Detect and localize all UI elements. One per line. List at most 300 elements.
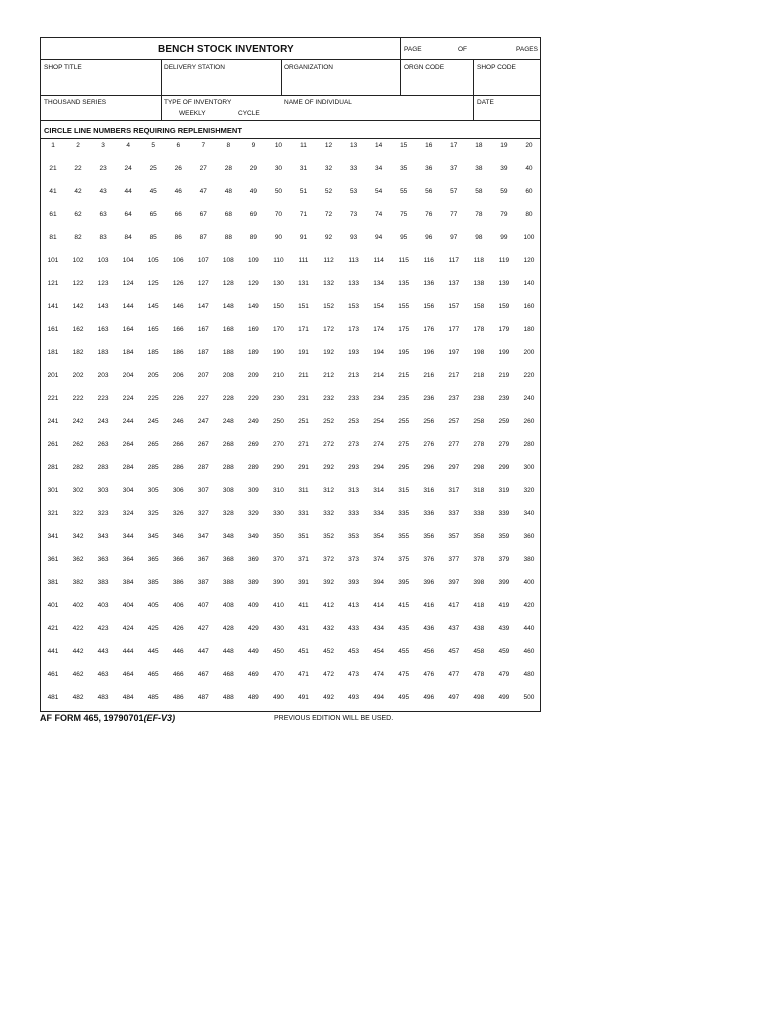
line-number-495[interactable]: 495 — [398, 694, 410, 701]
line-number-382[interactable]: 382 — [72, 579, 84, 586]
line-number-21[interactable]: 21 — [49, 165, 57, 172]
line-number-204[interactable]: 204 — [122, 372, 134, 379]
line-number-207[interactable]: 207 — [197, 372, 209, 379]
line-number-208[interactable]: 208 — [222, 372, 234, 379]
line-number-109[interactable]: 109 — [247, 257, 259, 264]
line-number-118[interactable]: 118 — [473, 257, 485, 264]
line-number-261[interactable]: 261 — [47, 441, 59, 448]
line-number-404[interactable]: 404 — [122, 602, 134, 609]
line-number-473[interactable]: 473 — [348, 671, 360, 678]
line-number-383[interactable]: 383 — [97, 579, 109, 586]
line-number-289[interactable]: 289 — [247, 464, 259, 471]
line-number-146[interactable]: 146 — [172, 303, 184, 310]
line-number-223[interactable]: 223 — [97, 395, 109, 402]
line-number-215[interactable]: 215 — [398, 372, 410, 379]
line-number-415[interactable]: 415 — [398, 602, 410, 609]
shop-title-field[interactable]: SHOP TITLE — [44, 64, 82, 71]
line-number-218[interactable]: 218 — [473, 372, 485, 379]
line-number-337[interactable]: 337 — [448, 510, 460, 517]
line-number-266[interactable]: 266 — [172, 441, 184, 448]
line-number-267[interactable]: 267 — [197, 441, 209, 448]
line-number-307[interactable]: 307 — [197, 487, 209, 494]
line-number-130[interactable]: 130 — [273, 280, 284, 287]
line-number-252[interactable]: 252 — [323, 418, 334, 425]
line-number-142[interactable]: 142 — [72, 303, 84, 310]
line-number-440[interactable]: 440 — [523, 625, 535, 632]
line-number-304[interactable]: 304 — [122, 487, 134, 494]
line-number-6[interactable]: 6 — [176, 142, 181, 149]
line-number-371[interactable]: 371 — [298, 556, 309, 563]
line-number-132[interactable]: 132 — [323, 280, 334, 287]
line-number-259[interactable]: 259 — [498, 418, 510, 425]
line-number-220[interactable]: 220 — [523, 372, 535, 379]
line-number-472[interactable]: 472 — [323, 671, 334, 678]
line-number-108[interactable]: 108 — [222, 257, 234, 264]
line-number-48[interactable]: 48 — [224, 188, 232, 195]
line-number-435[interactable]: 435 — [398, 625, 410, 632]
line-number-315[interactable]: 315 — [398, 487, 410, 494]
line-number-26[interactable]: 26 — [174, 165, 182, 172]
line-number-16[interactable]: 16 — [425, 142, 433, 149]
line-number-299[interactable]: 299 — [498, 464, 510, 471]
line-number-240[interactable]: 240 — [523, 395, 535, 402]
line-number-200[interactable]: 200 — [523, 349, 535, 356]
line-number-180[interactable]: 180 — [523, 326, 535, 333]
line-number-283[interactable]: 283 — [97, 464, 109, 471]
line-number-422[interactable]: 422 — [72, 625, 84, 632]
line-number-437[interactable]: 437 — [448, 625, 460, 632]
line-number-322[interactable]: 322 — [72, 510, 84, 517]
line-number-102[interactable]: 102 — [72, 257, 84, 264]
line-number-52[interactable]: 52 — [324, 188, 333, 195]
line-number-125[interactable]: 125 — [147, 280, 159, 287]
line-number-402[interactable]: 402 — [72, 602, 84, 609]
line-number-12[interactable]: 12 — [324, 142, 333, 149]
line-number-126[interactable]: 126 — [172, 280, 184, 287]
line-number-129[interactable]: 129 — [247, 280, 259, 287]
line-number-143[interactable]: 143 — [97, 303, 109, 310]
line-number-348[interactable]: 348 — [222, 533, 234, 540]
line-number-309[interactable]: 309 — [247, 487, 259, 494]
line-number-30[interactable]: 30 — [274, 165, 283, 172]
line-number-100[interactable]: 100 — [523, 234, 535, 241]
line-number-405[interactable]: 405 — [147, 602, 159, 609]
line-number-279[interactable]: 279 — [498, 441, 510, 448]
delivery-station-field[interactable]: DELIVERY STATION — [164, 64, 225, 71]
line-number-206[interactable]: 206 — [172, 372, 184, 379]
line-number-397[interactable]: 397 — [448, 579, 460, 586]
line-number-201[interactable]: 201 — [47, 372, 59, 379]
line-number-15[interactable]: 15 — [400, 142, 408, 149]
line-number-74[interactable]: 74 — [375, 211, 383, 218]
line-number-494[interactable]: 494 — [373, 694, 385, 701]
line-number-47[interactable]: 47 — [199, 188, 207, 195]
line-number-22[interactable]: 22 — [74, 165, 82, 172]
line-number-188[interactable]: 188 — [222, 349, 234, 356]
line-number-10[interactable]: 10 — [274, 142, 283, 149]
line-number-275[interactable]: 275 — [398, 441, 410, 448]
line-number-93[interactable]: 93 — [349, 234, 358, 241]
line-number-173[interactable]: 173 — [348, 326, 360, 333]
line-number-297[interactable]: 297 — [448, 464, 460, 471]
line-number-70[interactable]: 70 — [274, 211, 283, 218]
line-number-163[interactable]: 163 — [97, 326, 109, 333]
line-number-386[interactable]: 386 — [172, 579, 184, 586]
line-number-18[interactable]: 18 — [475, 142, 483, 149]
line-number-50[interactable]: 50 — [274, 188, 283, 195]
line-number-194[interactable]: 194 — [373, 349, 385, 356]
line-number-241[interactable]: 241 — [47, 418, 59, 425]
line-number-205[interactable]: 205 — [147, 372, 159, 379]
line-number-346[interactable]: 346 — [172, 533, 184, 540]
line-number-263[interactable]: 263 — [97, 441, 109, 448]
line-number-262[interactable]: 262 — [72, 441, 84, 448]
line-number-445[interactable]: 445 — [147, 648, 159, 655]
line-number-155[interactable]: 155 — [398, 303, 410, 310]
line-number-55[interactable]: 55 — [400, 188, 408, 195]
line-number-285[interactable]: 285 — [147, 464, 159, 471]
line-number-390[interactable]: 390 — [273, 579, 284, 586]
line-number-43[interactable]: 43 — [99, 188, 107, 195]
line-number-112[interactable]: 112 — [323, 257, 334, 264]
line-number-28[interactable]: 28 — [224, 165, 232, 172]
line-number-356[interactable]: 356 — [423, 533, 435, 540]
line-number-474[interactable]: 474 — [373, 671, 385, 678]
line-number-5[interactable]: 5 — [151, 142, 155, 149]
line-number-177[interactable]: 177 — [448, 326, 460, 333]
line-number-133[interactable]: 133 — [348, 280, 360, 287]
line-number-485[interactable]: 485 — [147, 694, 159, 701]
line-number-198[interactable]: 198 — [473, 349, 485, 356]
line-number-477[interactable]: 477 — [448, 671, 460, 678]
line-number-103[interactable]: 103 — [97, 257, 109, 264]
line-number-134[interactable]: 134 — [373, 280, 385, 287]
line-number-334[interactable]: 334 — [373, 510, 385, 517]
line-number-161[interactable]: 161 — [47, 326, 59, 333]
line-number-478[interactable]: 478 — [473, 671, 485, 678]
line-number-360[interactable]: 360 — [523, 533, 535, 540]
line-number-454[interactable]: 454 — [373, 648, 385, 655]
line-number-174[interactable]: 174 — [373, 326, 385, 333]
line-number-260[interactable]: 260 — [523, 418, 535, 425]
line-number-92[interactable]: 92 — [324, 234, 333, 241]
line-number-68[interactable]: 68 — [224, 211, 232, 218]
line-number-115[interactable]: 115 — [398, 257, 409, 264]
line-number-468[interactable]: 468 — [222, 671, 234, 678]
line-number-433[interactable]: 433 — [348, 625, 360, 632]
line-number-234[interactable]: 234 — [373, 395, 385, 402]
line-number-410[interactable]: 410 — [273, 602, 284, 609]
line-number-372[interactable]: 372 — [323, 556, 334, 563]
line-number-438[interactable]: 438 — [473, 625, 485, 632]
line-number-147[interactable]: 147 — [197, 303, 209, 310]
line-number-197[interactable]: 197 — [448, 349, 460, 356]
line-number-427[interactable]: 427 — [197, 625, 209, 632]
line-number-281[interactable]: 281 — [47, 464, 59, 471]
line-number-333[interactable]: 333 — [348, 510, 360, 517]
line-number-270[interactable]: 270 — [273, 441, 284, 448]
line-number-236[interactable]: 236 — [423, 395, 435, 402]
line-number-219[interactable]: 219 — [498, 372, 510, 379]
line-number-32[interactable]: 32 — [324, 165, 333, 172]
line-number-83[interactable]: 83 — [99, 234, 107, 241]
line-number-256[interactable]: 256 — [423, 418, 435, 425]
line-number-242[interactable]: 242 — [72, 418, 84, 425]
line-number-363[interactable]: 363 — [97, 556, 109, 563]
line-number-465[interactable]: 465 — [147, 671, 159, 678]
line-number-184[interactable]: 184 — [122, 349, 134, 356]
line-number-88[interactable]: 88 — [224, 234, 232, 241]
line-number-2[interactable]: 2 — [76, 142, 80, 149]
line-number-399[interactable]: 399 — [498, 579, 510, 586]
date-field[interactable]: DATE — [477, 99, 494, 106]
line-number-148[interactable]: 148 — [222, 303, 234, 310]
line-number-387[interactable]: 387 — [197, 579, 209, 586]
line-number-467[interactable]: 467 — [197, 671, 209, 678]
line-number-293[interactable]: 293 — [348, 464, 360, 471]
line-number-319[interactable]: 319 — [498, 487, 510, 494]
line-number-273[interactable]: 273 — [348, 441, 360, 448]
line-number-33[interactable]: 33 — [349, 165, 358, 172]
line-number-367[interactable]: 367 — [197, 556, 209, 563]
line-number-38[interactable]: 38 — [475, 165, 483, 172]
line-number-84[interactable]: 84 — [124, 234, 132, 241]
line-number-305[interactable]: 305 — [147, 487, 159, 494]
line-number-187[interactable]: 187 — [197, 349, 209, 356]
line-number-460[interactable]: 460 — [523, 648, 535, 655]
line-number-110[interactable]: 110 — [273, 257, 284, 264]
line-number-287[interactable]: 287 — [197, 464, 209, 471]
line-number-450[interactable]: 450 — [273, 648, 284, 655]
line-number-274[interactable]: 274 — [373, 441, 385, 448]
line-number-95[interactable]: 95 — [400, 234, 408, 241]
line-number-75[interactable]: 75 — [400, 211, 408, 218]
line-number-42[interactable]: 42 — [74, 188, 82, 195]
line-number-277[interactable]: 277 — [448, 441, 460, 448]
line-number-393[interactable]: 393 — [348, 579, 360, 586]
line-number-224[interactable]: 224 — [122, 395, 134, 402]
line-number-444[interactable]: 444 — [122, 648, 134, 655]
line-number-394[interactable]: 394 — [373, 579, 385, 586]
line-number-328[interactable]: 328 — [222, 510, 234, 517]
line-number-107[interactable]: 107 — [197, 257, 209, 264]
line-number-217[interactable]: 217 — [448, 372, 460, 379]
line-number-253[interactable]: 253 — [348, 418, 360, 425]
line-number-350[interactable]: 350 — [273, 533, 284, 540]
line-number-417[interactable]: 417 — [448, 602, 460, 609]
line-number-51[interactable]: 51 — [299, 188, 308, 195]
line-number-447[interactable]: 447 — [197, 648, 209, 655]
line-number-251[interactable]: 251 — [298, 418, 309, 425]
line-number-379[interactable]: 379 — [498, 556, 510, 563]
line-number-486[interactable]: 486 — [172, 694, 184, 701]
orgn-code-field[interactable]: ORGN CODE — [404, 64, 445, 71]
line-number-17[interactable]: 17 — [450, 142, 458, 149]
line-number-176[interactable]: 176 — [423, 326, 435, 333]
line-number-489[interactable]: 489 — [247, 694, 259, 701]
line-number-192[interactable]: 192 — [323, 349, 334, 356]
line-number-364[interactable]: 364 — [122, 556, 134, 563]
line-number-247[interactable]: 247 — [197, 418, 209, 425]
line-number-264[interactable]: 264 — [122, 441, 134, 448]
line-number-14[interactable]: 14 — [375, 142, 383, 149]
line-number-432[interactable]: 432 — [323, 625, 334, 632]
line-number-96[interactable]: 96 — [425, 234, 433, 241]
line-number-326[interactable]: 326 — [172, 510, 184, 517]
line-number-73[interactable]: 73 — [349, 211, 358, 218]
line-number-464[interactable]: 464 — [122, 671, 134, 678]
line-number-456[interactable]: 456 — [423, 648, 435, 655]
line-number-171[interactable]: 171 — [298, 326, 309, 333]
line-number-62[interactable]: 62 — [74, 211, 82, 218]
line-number-446[interactable]: 446 — [172, 648, 184, 655]
line-number-430[interactable]: 430 — [273, 625, 284, 632]
line-number-317[interactable]: 317 — [448, 487, 460, 494]
line-number-272[interactable]: 272 — [323, 441, 334, 448]
line-number-1[interactable]: 1 — [51, 142, 55, 149]
line-number-243[interactable]: 243 — [97, 418, 109, 425]
line-number-497[interactable]: 497 — [448, 694, 460, 701]
line-number-362[interactable]: 362 — [72, 556, 84, 563]
line-number-338[interactable]: 338 — [473, 510, 485, 517]
line-number-212[interactable]: 212 — [323, 372, 334, 379]
line-number-345[interactable]: 345 — [147, 533, 159, 540]
line-number-182[interactable]: 182 — [72, 349, 84, 356]
line-number-80[interactable]: 80 — [525, 211, 533, 218]
line-number-288[interactable]: 288 — [222, 464, 234, 471]
line-number-79[interactable]: 79 — [500, 211, 508, 218]
line-number-418[interactable]: 418 — [473, 602, 485, 609]
line-number-82[interactable]: 82 — [74, 234, 82, 241]
line-number-257[interactable]: 257 — [448, 418, 460, 425]
line-number-475[interactable]: 475 — [398, 671, 410, 678]
line-number-391[interactable]: 391 — [298, 579, 309, 586]
line-number-151[interactable]: 151 — [298, 303, 309, 310]
line-number-411[interactable]: 411 — [298, 602, 309, 609]
line-number-300[interactable]: 300 — [523, 464, 535, 471]
line-number-351[interactable]: 351 — [298, 533, 309, 540]
line-number-209[interactable]: 209 — [247, 372, 259, 379]
line-number-189[interactable]: 189 — [247, 349, 259, 356]
line-number-414[interactable]: 414 — [373, 602, 385, 609]
line-number-336[interactable]: 336 — [423, 510, 435, 517]
line-number-66[interactable]: 66 — [174, 211, 182, 218]
line-number-416[interactable]: 416 — [423, 602, 435, 609]
line-number-451[interactable]: 451 — [298, 648, 309, 655]
line-number-291[interactable]: 291 — [298, 464, 309, 471]
line-number-67[interactable]: 67 — [199, 211, 207, 218]
line-number-381[interactable]: 381 — [47, 579, 59, 586]
line-number-420[interactable]: 420 — [523, 602, 535, 609]
line-number-396[interactable]: 396 — [423, 579, 435, 586]
line-number-369[interactable]: 369 — [247, 556, 259, 563]
line-number-230[interactable]: 230 — [273, 395, 284, 402]
line-number-354[interactable]: 354 — [373, 533, 385, 540]
line-number-325[interactable]: 325 — [147, 510, 159, 517]
line-number-441[interactable]: 441 — [47, 648, 59, 655]
line-number-106[interactable]: 106 — [172, 257, 184, 264]
cycle-option[interactable]: CYCLE — [238, 110, 260, 117]
line-number-7[interactable]: 7 — [201, 142, 206, 149]
line-number-294[interactable]: 294 — [373, 464, 385, 471]
line-number-113[interactable]: 113 — [348, 257, 359, 264]
line-number-63[interactable]: 63 — [99, 211, 107, 218]
line-number-428[interactable]: 428 — [222, 625, 234, 632]
line-number-298[interactable]: 298 — [473, 464, 485, 471]
line-number-211[interactable]: 211 — [298, 372, 309, 379]
line-number-195[interactable]: 195 — [398, 349, 410, 356]
line-number-246[interactable]: 246 — [172, 418, 184, 425]
line-number-312[interactable]: 312 — [323, 487, 334, 494]
line-number-320[interactable]: 320 — [523, 487, 535, 494]
line-number-31[interactable]: 31 — [299, 165, 308, 172]
line-number-20[interactable]: 20 — [525, 142, 533, 149]
line-number-280[interactable]: 280 — [523, 441, 535, 448]
line-number-303[interactable]: 303 — [97, 487, 109, 494]
line-number-170[interactable]: 170 — [273, 326, 284, 333]
shop-code-field[interactable]: SHOP CODE — [477, 64, 516, 71]
line-number-99[interactable]: 99 — [500, 234, 508, 241]
line-number-190[interactable]: 190 — [273, 349, 284, 356]
line-number-101[interactable]: 101 — [47, 257, 59, 264]
line-number-491[interactable]: 491 — [298, 694, 309, 701]
line-number-463[interactable]: 463 — [97, 671, 109, 678]
line-number-193[interactable]: 193 — [348, 349, 360, 356]
line-number-398[interactable]: 398 — [473, 579, 485, 586]
line-number-60[interactable]: 60 — [525, 188, 533, 195]
line-number-131[interactable]: 131 — [298, 280, 309, 287]
line-number-458[interactable]: 458 — [473, 648, 485, 655]
line-number-490[interactable]: 490 — [273, 694, 284, 701]
line-number-470[interactable]: 470 — [273, 671, 284, 678]
line-number-81[interactable]: 81 — [49, 234, 57, 241]
line-number-355[interactable]: 355 — [398, 533, 410, 540]
line-number-169[interactable]: 169 — [247, 326, 259, 333]
line-number-308[interactable]: 308 — [222, 487, 234, 494]
line-number-408[interactable]: 408 — [222, 602, 234, 609]
line-number-162[interactable]: 162 — [72, 326, 84, 333]
line-number-214[interactable]: 214 — [373, 372, 385, 379]
line-number-483[interactable]: 483 — [97, 694, 109, 701]
line-number-469[interactable]: 469 — [247, 671, 259, 678]
line-number-448[interactable]: 448 — [222, 648, 234, 655]
line-number-216[interactable]: 216 — [423, 372, 435, 379]
line-number-23[interactable]: 23 — [99, 165, 107, 172]
line-number-378[interactable]: 378 — [473, 556, 485, 563]
line-number-419[interactable]: 419 — [498, 602, 510, 609]
line-number-295[interactable]: 295 — [398, 464, 410, 471]
line-number-409[interactable]: 409 — [247, 602, 259, 609]
line-number-434[interactable]: 434 — [373, 625, 385, 632]
line-number-344[interactable]: 344 — [122, 533, 134, 540]
line-number-286[interactable]: 286 — [172, 464, 184, 471]
line-number-250[interactable]: 250 — [273, 418, 284, 425]
line-number-19[interactable]: 19 — [500, 142, 508, 149]
line-number-122[interactable]: 122 — [72, 280, 84, 287]
line-number-384[interactable]: 384 — [122, 579, 134, 586]
line-number-482[interactable]: 482 — [72, 694, 84, 701]
line-number-425[interactable]: 425 — [147, 625, 159, 632]
line-number-479[interactable]: 479 — [498, 671, 510, 678]
line-number-496[interactable]: 496 — [423, 694, 435, 701]
line-number-302[interactable]: 302 — [72, 487, 84, 494]
line-number-221[interactable]: 221 — [47, 395, 59, 402]
line-number-370[interactable]: 370 — [273, 556, 284, 563]
line-number-225[interactable]: 225 — [147, 395, 159, 402]
line-number-175[interactable]: 175 — [398, 326, 410, 333]
line-number-401[interactable]: 401 — [47, 602, 59, 609]
line-number-78[interactable]: 78 — [475, 211, 483, 218]
